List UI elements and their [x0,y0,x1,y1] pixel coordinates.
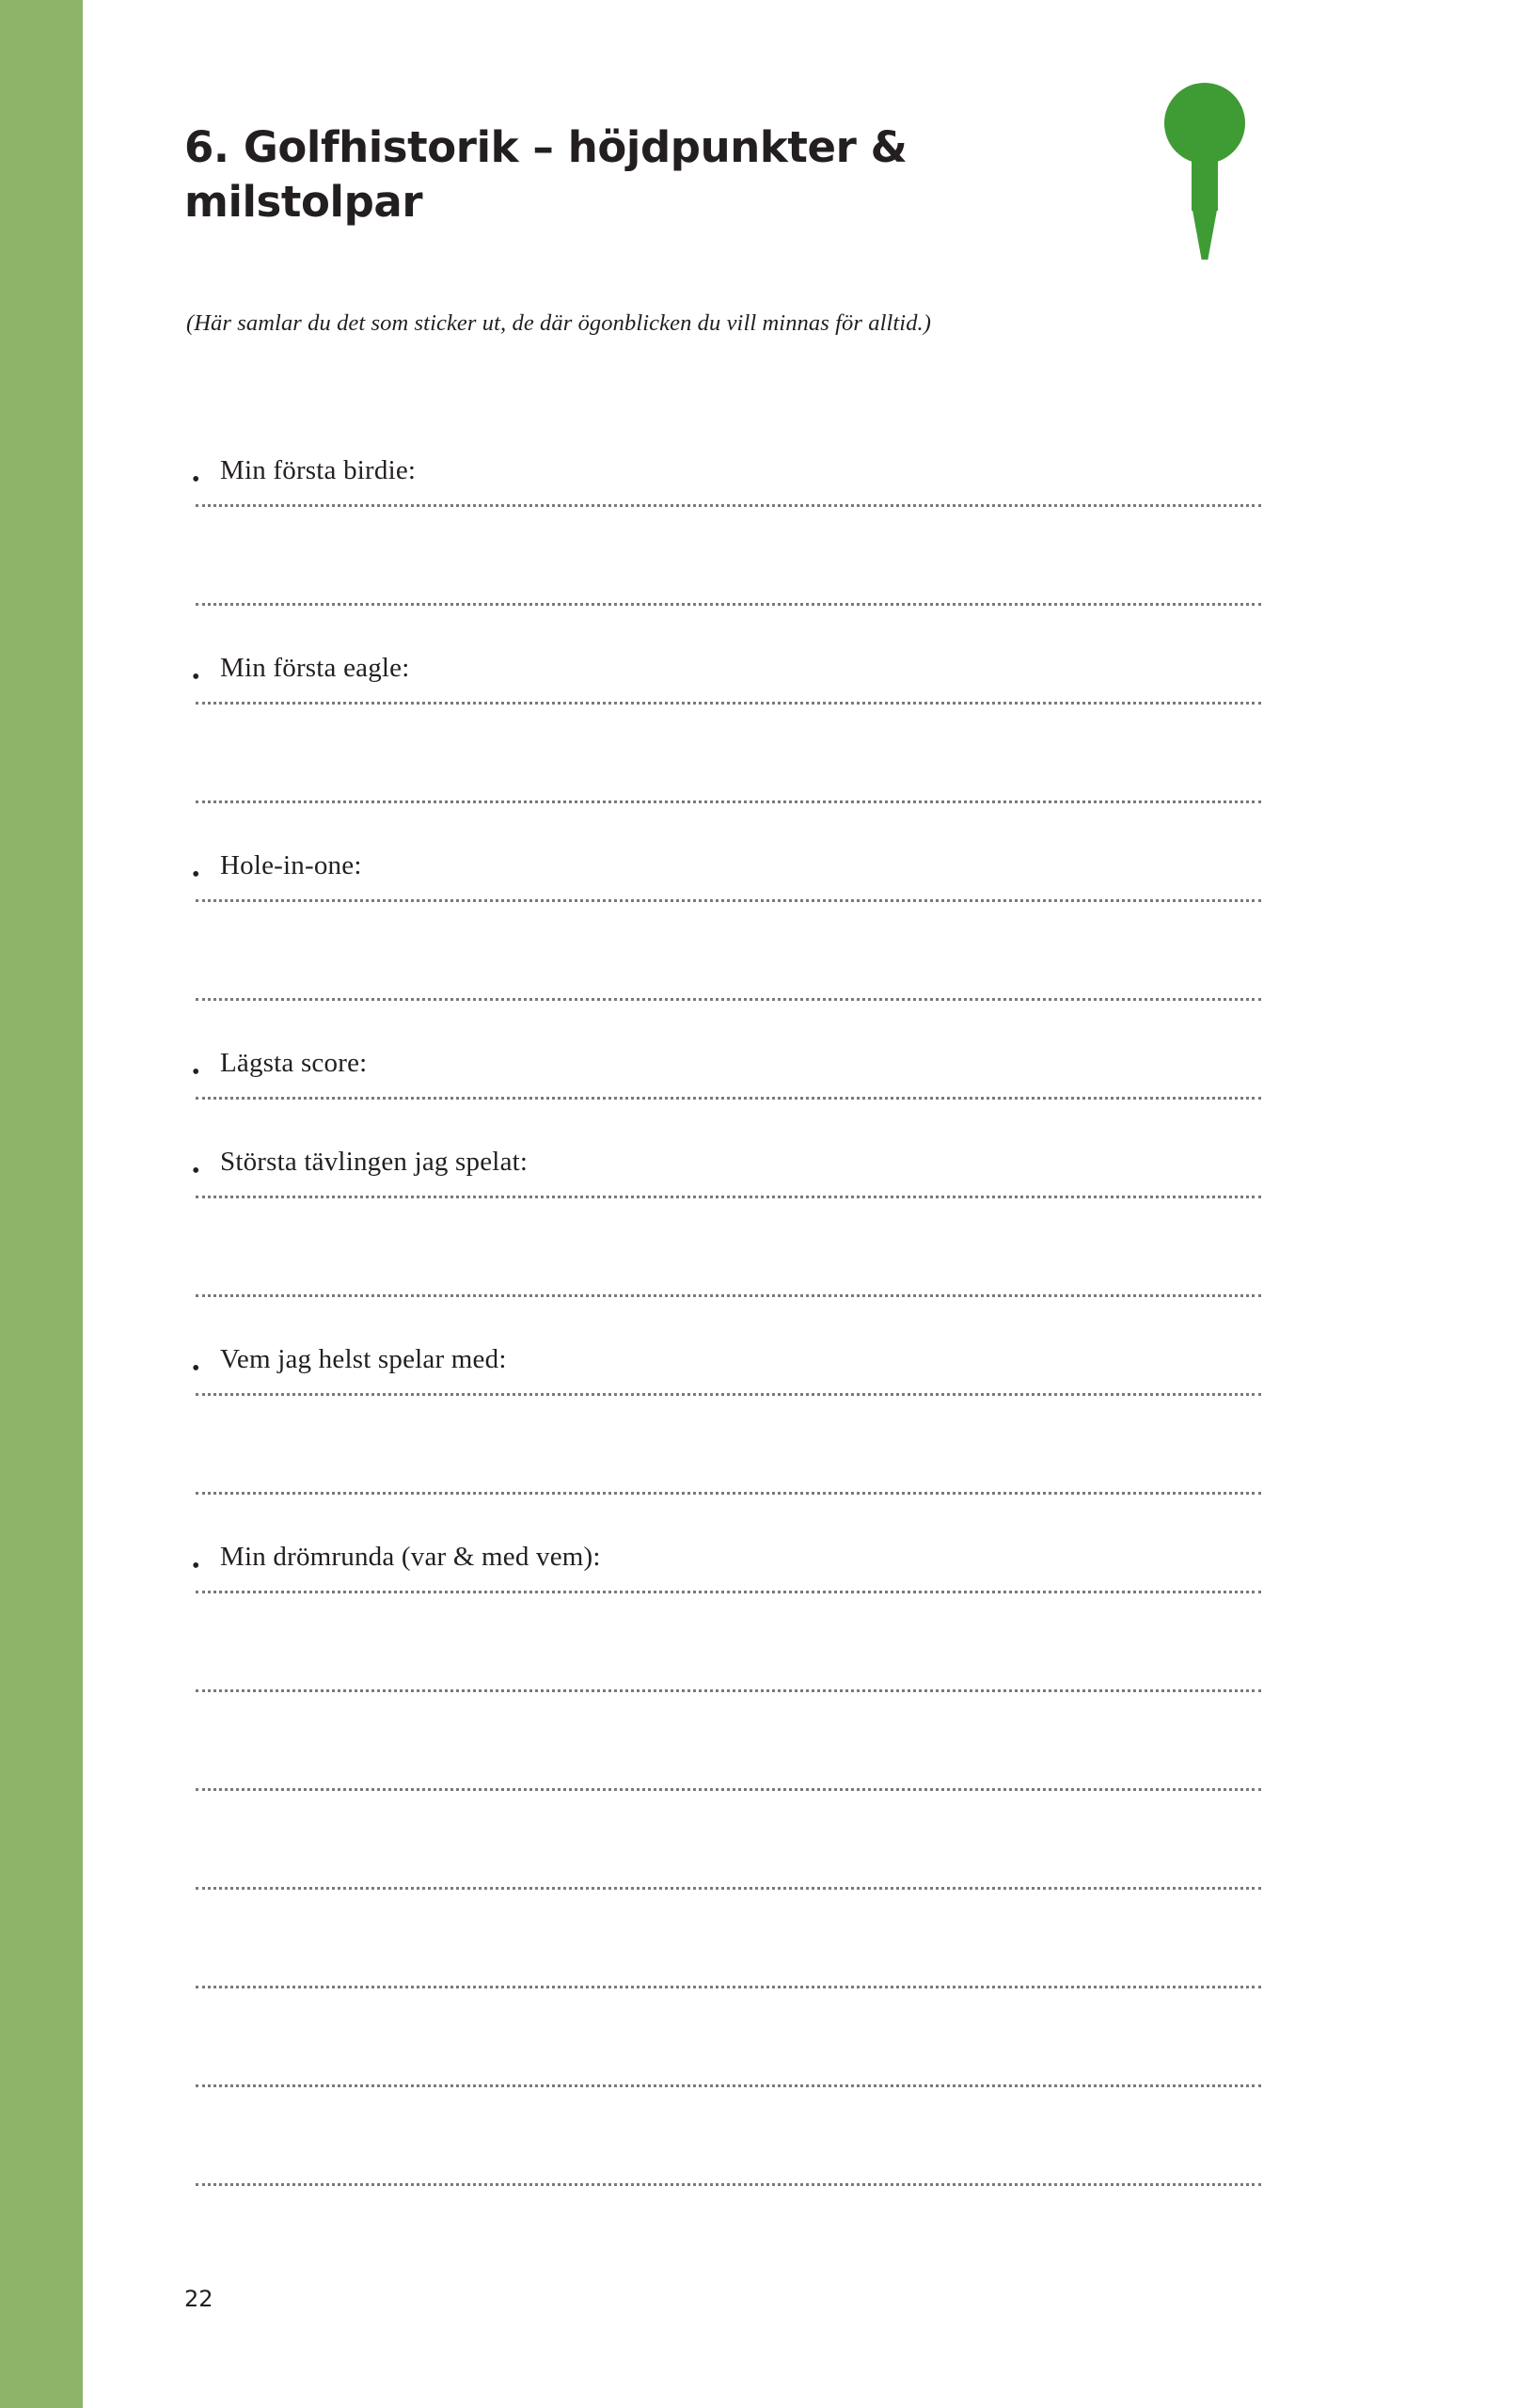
page-subtitle: (Här samlar du det som sticker ut, de där ögonblicken du vill minnas för alltid.) [186,310,932,336]
field-continuation-row [184,1924,1261,2022]
field-write-line[interactable] [196,1986,1261,1988]
field-label: Vem jag helst spelar med: [220,1344,516,1375]
field-write-line[interactable] [196,1887,1261,1890]
bullet-icon: • [192,863,200,887]
field-label: Lägsta score: [220,1048,376,1079]
form-field-row [184,1331,1261,1430]
form-field-row [184,640,1261,738]
golf-ball-shape [1164,83,1245,164]
bullet-icon: • [192,665,200,689]
field-continuation-row [184,1232,1261,1331]
field-continuation-row [184,1825,1261,1924]
field-continuation-row [184,1726,1261,1825]
field-label: Största tävlingen jag spelat: [220,1147,537,1178]
tee-neck-shape [1192,154,1218,211]
bullet-icon: • [192,1356,200,1381]
field-write-line[interactable] [196,2084,1261,2087]
field-label: Min drömrunda (var & med vem): [220,1542,610,1573]
field-write-line[interactable] [196,2183,1261,2186]
golf-tee-icon [1144,83,1256,271]
bullet-icon: • [192,1554,200,1578]
field-write-line[interactable] [196,1591,1261,1593]
left-color-band [0,0,83,2408]
field-continuation-row [184,738,1261,837]
form-field-row [184,442,1261,541]
form-field-row [184,1035,1261,1133]
form-field-row [184,1529,1261,1627]
field-write-line[interactable] [196,1492,1261,1495]
field-write-line[interactable] [196,603,1261,606]
field-write-line[interactable] [196,1393,1261,1396]
fields-list [184,442,1261,2220]
page-title: 6. Golfhistorik – höjdpunkter & milstolpar [184,122,908,227]
field-continuation-row [184,936,1261,1035]
page-number: 22 [184,2286,213,2312]
bullet-icon: • [192,1159,200,1183]
field-write-line[interactable] [196,702,1261,705]
field-write-line[interactable] [196,998,1261,1001]
field-continuation-row [184,2121,1261,2220]
field-write-line[interactable] [196,1788,1261,1791]
form-field-row [184,837,1261,936]
field-continuation-row [184,1430,1261,1529]
bullet-icon: • [192,1060,200,1085]
field-write-line[interactable] [196,1196,1261,1198]
field-continuation-row [184,1627,1261,1726]
field-write-line[interactable] [196,800,1261,803]
field-label: Min första birdie: [220,455,425,486]
field-continuation-row [184,541,1261,640]
field-write-line[interactable] [196,504,1261,507]
page-title-block [184,120,1087,229]
field-write-line[interactable] [196,1097,1261,1100]
page-content [184,0,1261,2408]
field-write-line[interactable] [196,1294,1261,1297]
tee-spike-shape [1192,205,1218,260]
field-label: Min första eagle: [220,653,419,684]
field-label: Hole-in-one: [220,850,371,881]
field-continuation-row [184,2022,1261,2121]
form-field-row [184,1133,1261,1232]
field-write-line[interactable] [196,1689,1261,1692]
bullet-icon: • [192,467,200,492]
field-write-line[interactable] [196,899,1261,902]
